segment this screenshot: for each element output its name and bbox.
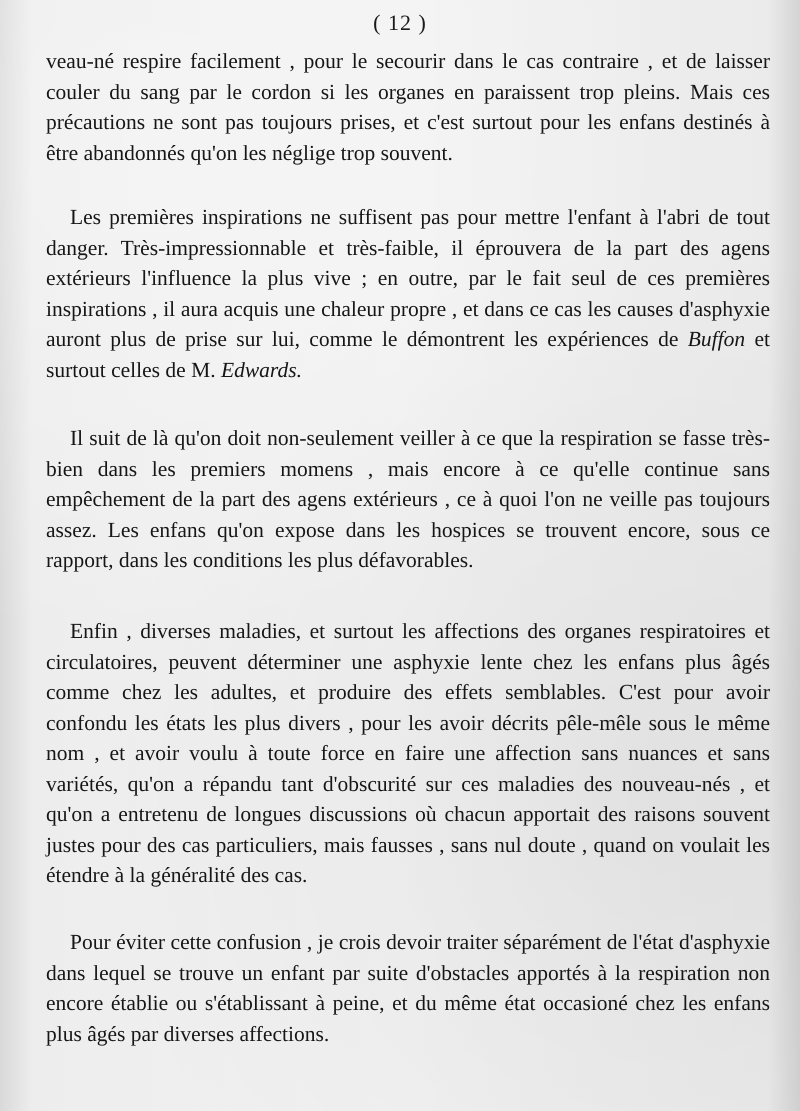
paragraph-2-text (46, 202, 770, 385)
paragraph-5-text: Pour éviter cette confusion , je crois devoir traiter séparément de l'état d'asphyxie dans lequel se trouve un enfant par suite d'obstacles apportés à la respiration non encore établie ou s'établissant à peine, et du même état occasioné chez les enfans plus âgés par diverses affections. (46, 930, 770, 1046)
paragraph-1-text: veau-né respire facilement , pour le secourir dans le cas contraire , et de laisser couler du sang par le cordon si les organes en paraissent trop pleins. Mais ces précautions ne sont pas toujours prises, et c'est surtout pour les enfans destinés à être abandonnés qu'on les néglige trop souvent. (46, 49, 770, 165)
paragraph-4 (46, 616, 770, 891)
paragraph-2-italic-edwards: Edwards. (220, 357, 302, 382)
paragraph-3 (46, 423, 770, 576)
paragraph-2-middle: et surtout celles de M. (46, 327, 770, 382)
paragraph-1 (46, 46, 770, 168)
paragraph-4-text: Enfin , diverses maladies, et surtout les affections des organes respiratoires et circulatoires, peuvent déterminer une asphyxie lente chez les enfans plus âgés comme chez les adultes, et produire des effets semblables. C'est pour avoir confondu les états les plus divers , pour les avoir décrits pêle-mêle sous le même nom , et avoir voulu à toute force en faire une affection sans nuances et sans variétés, qu'on a répandu tant d'obscurité sur ces maladies des nouveau-nés , et qu'on a entretenu de longues discussions où chacun apportait des raisons souvent justes pour des cas particuliers, mais fausses , sans nul doute , quand on voulait les étendre à la généralité des cas. (46, 619, 770, 887)
paragraph-2 (46, 202, 770, 385)
paragraph-2-italic-buffon: Buffon (687, 327, 746, 351)
paragraph-5 (46, 927, 770, 1049)
paragraph-2-before: Les premières inspirations ne suffisent pas pour mettre l'enfant à l'abri de tout danger. Très-impressionnable et très-faible, il éprouvera de la part des agens extérieurs l'influence la plus vive ; en outre, par le fait seul de ces premières inspirations , il aura acquis une chaleur propre , et dans ce cas les causes d'asphyxie auront plus de prise sur lui, comme le démontrent les expériences de (46, 205, 770, 351)
paragraph-3-text: Il suit de là qu'on doit non-seulement veiller à ce que la respiration se fasse très-bien dans les premiers momens , mais encore à ce qu'elle continue sans empêchement de la part des agens extérieurs , ce à quoi l'on ne veille pas toujours assez. Les enfans qu'on expose dans les hospices se trouvent encore, sous ce rapport, dans les conditions les plus défavorables. (46, 426, 770, 572)
page-number: ( 12 ) (373, 10, 427, 35)
